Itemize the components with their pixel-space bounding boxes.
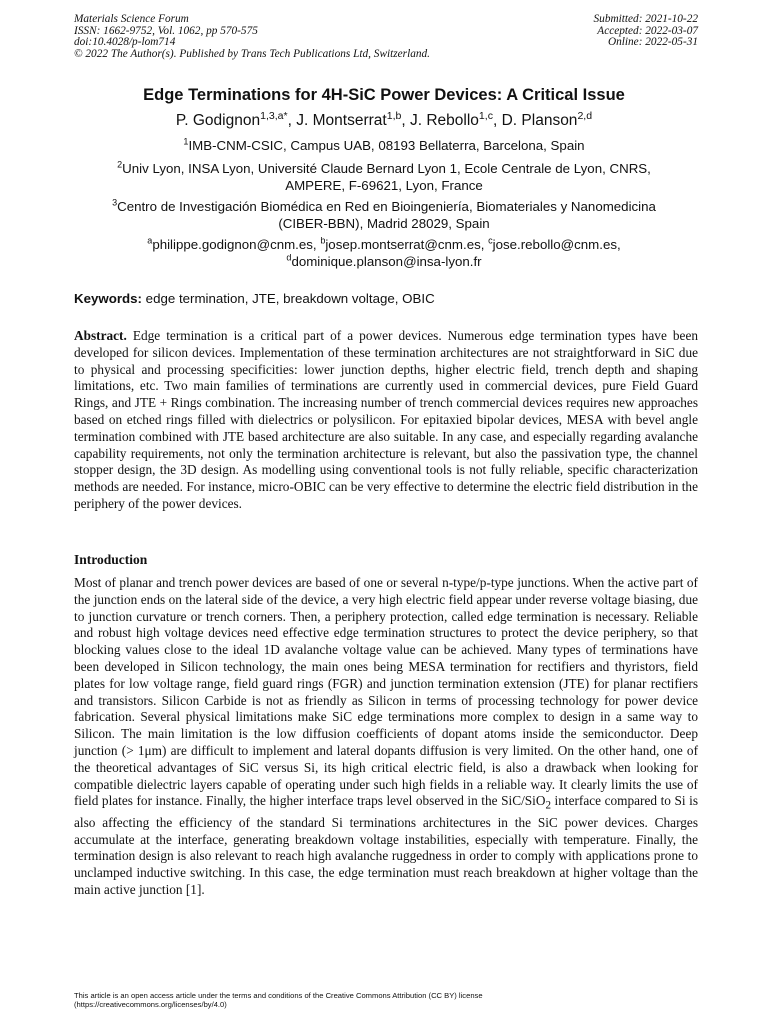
intro-text-part1: Most of planar and trench power devices are based of one or several n-type/p-type junctions. When the active part of the junction ends on the lateral side of the device, a very high electric field appear under reverse voltage biasing, due to junction curvature or trench corners. Then, a periphery protection, called edge termination is necessary. Reliable and robust high voltage devices need effective edge termination structures to protect the device periphery, so that blocking values close to the ideal 1D avalanche voltage value can be achieved. Many types of terminations have been developed in Silicon technology, the main ones being MESA termination for rectifiers and thyristors, field plates for low voltage range, field guard rings (FGR) and junction termination extension (JTE) for planar rectifiers and transistors. Silicon Carbide is not as friendly as Silicon in terms of processing technology for power device fabrication. Several physical limitations make SiC edge terminations more complex to design in a same way to Silicon. The main limitation is the low diffusion coefficients of dopant atoms inside the semiconductor. Deep junction (> 1μm) are difficult to implement and lateral dopants diffusion is very limited. On the other hand, one of the theoretical advantages of SiC versus Si, its high critical electric field, is also a drawback when looking for compatible dielectric layers capable of operating under such high fields in a reliable way. It clearly limits the use of field plates for instance. Finally, the higher interface traps level observed in the SiC/SiO — [74, 575, 698, 809]
affiliation-3 — [0, 199, 768, 232]
author-emails — [0, 237, 768, 270]
email-marker: a — [147, 235, 153, 246]
author-affiliation-sup: 2,d — [577, 109, 593, 122]
author-name: J. Rebollo — [409, 112, 479, 129]
abstract — [74, 328, 698, 513]
accepted-date: Accepted: 2022-03-07 — [597, 24, 698, 37]
abstract-label: Abstract. — [74, 328, 127, 343]
doi-line[interactable]: doi:10.4028/p-lom714 — [74, 36, 176, 49]
introduction-paragraph — [74, 575, 698, 899]
author-separator: , — [492, 112, 502, 129]
affiliation-text-line1: Centro de Investigación Biomédica en Red en Bioingeniería, Biomateriales y Nanomedicina — [117, 199, 656, 214]
keywords-line — [74, 291, 698, 306]
submitted-date: Submitted: 2021-10-22 — [593, 13, 698, 25]
author-affiliation-sup: 1,c — [478, 109, 493, 122]
publication-dates — [594, 14, 698, 49]
email-marker: b — [320, 235, 326, 246]
affiliation-marker: 3 — [112, 197, 118, 208]
email-link[interactable]: philippe.godignon@cnm.es, — [152, 237, 321, 252]
journal-name: Materials Science Forum — [74, 13, 189, 25]
journal-header — [74, 14, 698, 68]
affiliation-text-line2: (CIBER-BBN), Madrid 28029, Spain — [278, 215, 490, 231]
email-link[interactable]: dominique.planson@insa-lyon.fr — [291, 253, 482, 269]
author-list — [0, 109, 768, 130]
author-name: D. Planson — [501, 112, 578, 129]
author-separator: , — [401, 112, 410, 129]
paper-title: Edge Terminations for 4H-SiC Power Devices: A Critical Issue — [143, 86, 625, 104]
copyright-line: © 2022 The Author(s). Published by Trans Tech Publications Ltd, Switzerland. — [74, 47, 430, 60]
email-marker: d — [286, 252, 292, 263]
abstract-text: Edge termination is a critical part of a power devices. Numerous edge termination types have been developed for silicon devices. Implementation of these termination architectures are not straightforward in SiC due to physical and processing specificities: lower junction depths, higher electric field, trench depth and shaping limitations, etc. Two main families of terminations are currently used in commercial devices, pure Field Guard Rings, and JTE + Rings combination. The increasing number of trench commercial devices requires new approaches based on etched rings filled with dielectrics or polysilicon. For epitaxied bipolar devices, MESA with bevel angle termination combined with JTE based architecture are also suitable. In any case, and especially regarding avalanche capability requirements, not only the termination architecture is relevant, but also the passivation type, the channel stopper design, the 3D design. As modelling using conventional tools is not fully reliable, specific characterization methods are needed. For instance, micro-OBIC can be very effective to determine the electric field distribution in the periphery of the power devices. — [74, 328, 698, 511]
author-affiliation-sup: 1,b — [386, 109, 402, 122]
email-marker: c — [488, 235, 493, 246]
affiliation-marker: 1 — [183, 136, 189, 147]
keywords-label: Keywords: — [74, 291, 142, 306]
affiliation-text-line2: AMPERE, F-69621, Lyon, France — [285, 177, 483, 193]
author-name: J. Montserrat — [296, 112, 387, 129]
intro-subscript: 2 — [545, 800, 551, 813]
license-line1: This article is an open access article under the terms and conditions of the Creative Commons Attribution (CC BY) license — [74, 991, 483, 1000]
keywords-text: edge termination, JTE, breakdown voltage, OBIC — [141, 291, 435, 306]
affiliation-text-line1: Univ Lyon, INSA Lyon, Université Claude Bernard Lyon 1, Ecole Centrale de Lyon, CNRS, — [122, 161, 651, 176]
license-link[interactable]: (https://creativecommons.org/licenses/by/4.0) — [74, 1000, 227, 1009]
author-separator: , — [287, 112, 297, 129]
publication-info — [74, 14, 430, 60]
affiliation-text: IMB-CNM-CSIC, Campus UAB, 08193 Bellaterra, Barcelona, Spain — [188, 138, 585, 153]
issn-line: ISSN: 1662-9752, Vol. 1062, pp 570-575 — [74, 24, 258, 37]
intro-text-part2: interface compared to Si is also affecting the efficiency of the standard Si terminations architectures in the SiC power devices. Charges accumulate at the interface, generating breakdown voltage instabilities, especially with temperature. Finally, the termination design is also relevant to reach high avalanche ruggedness in order to comply with applications prone to unclamped inductive switching. In this case, the edge termination must reach breakdown at higher voltage than the main active junction [1]. — [74, 793, 698, 897]
email-link[interactable]: josep.montserrat@cnm.es, — [325, 237, 489, 252]
section-heading-introduction: Introduction — [74, 552, 148, 567]
author-name: P. Godignon — [175, 112, 261, 129]
affiliation-marker: 2 — [117, 159, 123, 170]
author-affiliation-sup: 1,3,a* — [260, 109, 288, 122]
email-link[interactable]: jose.rebollo@cnm.es, — [492, 237, 621, 252]
affiliation-1 — [0, 138, 768, 155]
license-footer — [74, 991, 698, 1009]
online-date: Online: 2022-05-31 — [607, 36, 698, 49]
affiliation-2 — [0, 161, 768, 194]
